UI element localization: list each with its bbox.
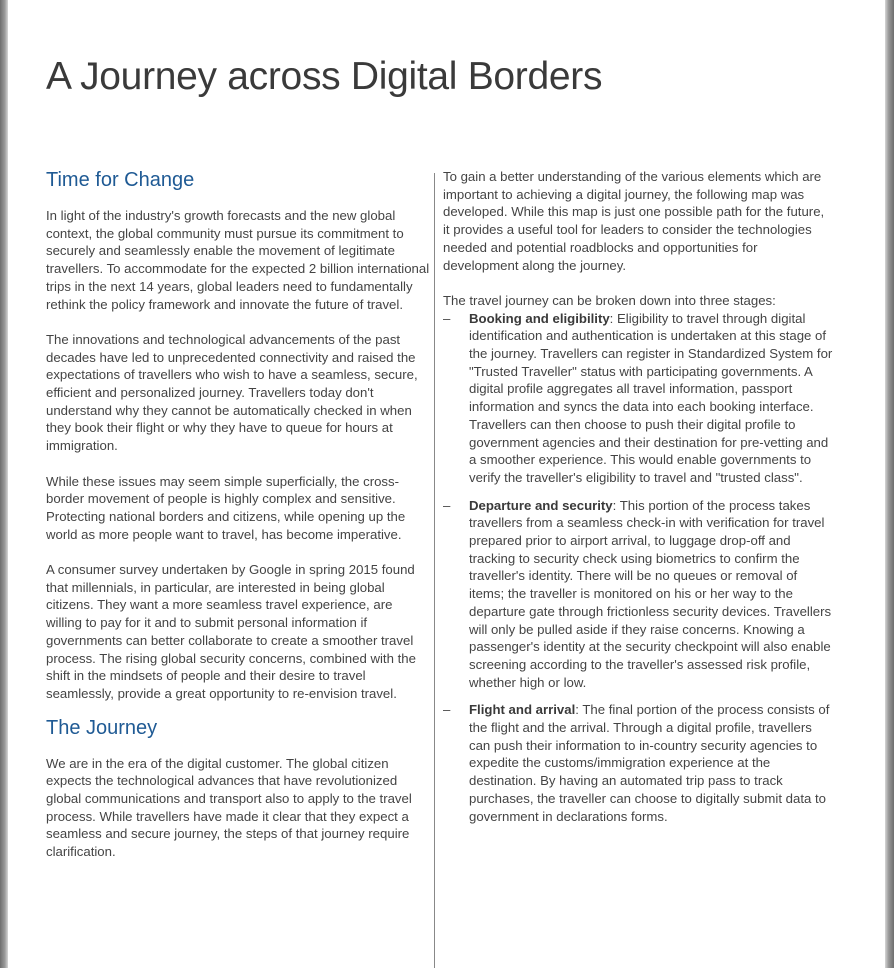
column-divider [434, 173, 435, 968]
stage-text: : This portion of the process takes travellers from a seamless check-in with verification for travel prepared prior to airport arrival, to luggage drop-off and tracking to security check using biometrics to confirm the traveller's identity. There will be no queues or removal of items; the traveller is monitored on his or her way to the departure gate through frictionless security devices. Travellers will only be pulled aside if they raise concerns. Knowing a passenger's identity at the security checkpoint will also enable screening according to the traveller's assessed risk profile, whether high or low. [469, 497, 832, 690]
stage-text: : The final portion of the process consists of the flight and the arrival. Through a digital profile, travellers can push their information to in-country security agencies to expedite the customs/immigration experience at the destination. By having an automated trip pass to track purchases, the traveller can choose to digitally submit data to government in declarations forms. [469, 702, 830, 824]
list-item-booking [443, 310, 833, 487]
heading-time-for-change: Time for Change [46, 169, 195, 191]
paragraph: While these issues may seem simple superficially, the cross-border movement of people is highly complex and sensitive. Protecting national borders and citizens, while opening up the world as more people want to travel, has become imperative. [46, 473, 406, 542]
heading-the-journey: The Journey [46, 716, 158, 739]
page-title: A Journey across Digital Borders [46, 55, 603, 98]
paragraph: A consumer survey undertaken by Google in spring 2015 found that millennials, in particular, are interested in being global citizens. They want a more seamless travel experience, are willing to pay for it and to submit personal information if governments can better collaborate to create a smoother travel process. The rising global security concerns, combined with the shift in the mindsets of people and their desire to travel seamlessly, provide a great opportunity to re-envision travel. [46, 562, 416, 701]
stages-intro: The travel journey can be broken down into three stages: [443, 292, 776, 308]
viewer-frame-right [885, 0, 894, 968]
stage-text: : Eligibility to travel through digital identification and authentication is undertaken at this stage of the journey. Travellers can register in Standardized System for "Trusted Traveller" status with participating governments. A digital profile aggregates all travel information, passport information and syncs the data into each booking interface. Travellers can then choose to push their digital profile to government agencies and their destination for pre-vetting and a smoother experience. This would enable governments to verify the traveller's eligibility to travel and "trusted class". [469, 310, 833, 485]
stage-term: Booking and eligibility [469, 310, 610, 326]
stage-term: Flight and arrival [469, 702, 576, 718]
list-item-flight [443, 701, 833, 825]
stage-term: Departure and security [469, 497, 613, 513]
paragraph-intro: To gain a better understanding of the various elements which are important to achieving a digital journey, the following map was developed. While this map is just one possible path for the future, it provides a useful tool for leaders to consider the technologies needed and potential roadblocks and opportunities for development along the journey. [443, 169, 825, 273]
bullet-dash: – [443, 497, 451, 513]
left-column [46, 168, 430, 861]
viewer-frame-left [0, 0, 8, 968]
stages-list [443, 310, 833, 826]
bullet-dash: – [443, 702, 451, 718]
paragraph: The innovations and technological advancements of the past decades have led to unprecedented connectivity and raised the expectations of travellers who wish to have a seamless, secure, efficient and personalized journey. Travellers today don't understand why they cannot be automatically checked in when they book their flight or why they have to queue for hours at immigration. [46, 331, 418, 454]
right-column [443, 168, 833, 825]
list-item-departure [443, 497, 833, 692]
bullet-dash: – [443, 310, 451, 326]
paragraph: We are in the era of the digital customer. The global citizen expects the technological advances that have revolutionized global communications and transport also to apply to the travel process. While travellers have made it clear that they expect a seamless and secure journey, the steps of that journey require clarification. [46, 755, 412, 860]
paragraph: In light of the industry's growth forecasts and the new global context, the global community must pursue its commitment to securely and seamlessly enable the movement of legitimate travellers. To accommodate for the expected 2 billion international trips in the next 14 years, global leaders need to fundamentally rethink the policy framework and innovate the future of travel. [46, 208, 430, 312]
